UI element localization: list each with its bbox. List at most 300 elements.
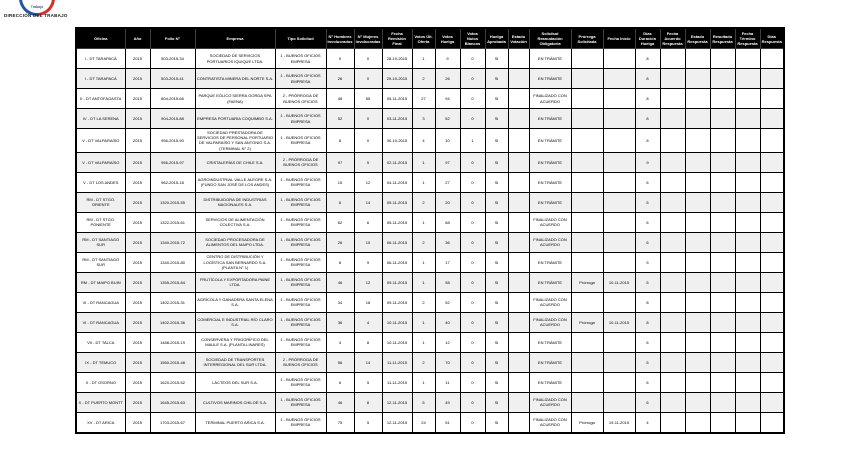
table-cell: 904-2015-88	[150, 109, 195, 129]
table-row	[76, 129, 784, 153]
table-cell	[603, 89, 635, 109]
table-cell	[710, 152, 735, 172]
table-cell: 1 - BUENOS OFICIOS EMPRESA	[275, 69, 326, 89]
table-cell: XV - DT ARICA	[76, 412, 125, 433]
table-cell: 27	[412, 89, 435, 109]
table-cell: 1	[412, 252, 435, 272]
table-cell: I - DT TARAPACÁ	[76, 49, 125, 69]
table-cell	[571, 292, 603, 312]
table-cell: 8	[354, 392, 382, 412]
table-cell: 19-11-2015	[603, 412, 635, 433]
table-cell: 8	[635, 49, 660, 69]
table-cell: 1560-2015-48	[150, 352, 195, 372]
table-cell: 1 - BUENOS OFICIOS EMPRESA	[275, 49, 326, 69]
table-cell: Si	[485, 412, 508, 433]
table-cell	[710, 292, 735, 312]
table-cell	[603, 172, 635, 192]
table-cell	[603, 192, 635, 212]
table-cell	[735, 212, 760, 232]
column-header-14: Solicitud Reanudación Obligatoria	[529, 28, 571, 49]
table-cell	[508, 332, 529, 352]
table-cell	[508, 232, 529, 252]
table-cell: PARQUE EÓLICO SIERRA GORDA SPA (FAENA)	[195, 89, 275, 109]
table-cell	[685, 352, 710, 372]
table-cell: Si	[485, 89, 508, 109]
table-cell	[760, 332, 784, 352]
table-cell: 05-11-2015	[382, 192, 412, 212]
table-cell: EN TRÁMITE	[529, 332, 571, 352]
table-cell: 1 - BUENOS OFICIOS EMPRESA	[275, 252, 326, 272]
table-cell: Si	[485, 232, 508, 252]
table-cell	[735, 372, 760, 392]
table-cell	[685, 292, 710, 312]
table-cell: 52	[435, 292, 460, 312]
table-cell	[685, 212, 710, 232]
table-cell: 6	[326, 372, 354, 392]
table-header	[76, 28, 784, 49]
table-cell: 1322-2015-61	[150, 212, 195, 232]
table-cell	[760, 212, 784, 232]
table-cell	[735, 292, 760, 312]
table-cell	[710, 89, 735, 109]
table-cell: 18	[354, 292, 382, 312]
table-cell: 0	[460, 212, 485, 232]
table-cell: 36	[326, 312, 354, 332]
table-cell: 10-11-2015	[603, 272, 635, 292]
table-cell	[685, 272, 710, 292]
table-cell: 2 - PRÓRROGA DE BUENOS OFICIOS	[275, 352, 326, 372]
table-cell	[603, 152, 635, 172]
table-cell: Prórroga	[571, 272, 603, 292]
table-cell: 04-11-2015	[382, 172, 412, 192]
table-cell: FINALIZADO CON ACUERDO	[529, 212, 571, 232]
table-cell	[660, 332, 685, 352]
table-cell	[508, 312, 529, 332]
table-cell: 94	[435, 89, 460, 109]
table-cell: 6	[635, 372, 660, 392]
table-cell: Si	[485, 252, 508, 272]
table-cell: 26	[326, 69, 354, 89]
table-cell: 68	[435, 212, 460, 232]
table-cell: 02-11-2015	[382, 152, 412, 172]
table-cell: Si	[485, 352, 508, 372]
table-cell: 0	[460, 372, 485, 392]
table-row	[76, 232, 784, 252]
table-cell: FINALIZADO CON ACUERDO	[529, 89, 571, 109]
table-cell: 4	[412, 129, 435, 153]
table-row	[76, 352, 784, 372]
table-cell: 1645-2015-63	[150, 392, 195, 412]
table-cell: 5	[354, 372, 382, 392]
table-cell: 0	[460, 89, 485, 109]
table-cell: 2015	[125, 109, 150, 129]
table-cell: 2015	[125, 69, 150, 89]
table-cell: 0	[460, 312, 485, 332]
table-cell: 97	[435, 152, 460, 172]
table-cell: CULTIVOS MARINOS CHILOÉ S.A.	[195, 392, 275, 412]
table-cell: 06-11-2015	[382, 252, 412, 272]
table-row	[76, 372, 784, 392]
table-cell: 1355-2015-84	[150, 272, 195, 292]
table-cell: SOCIEDAD DE TRANSPORTES INTERREGIONAL DEL SUR LTDA.	[195, 352, 275, 372]
table-cell: 1	[460, 129, 485, 153]
table-cell	[710, 69, 735, 89]
table-cell: 956-2015-90	[150, 129, 195, 153]
table-cell: Si	[485, 312, 508, 332]
table-cell: FRUTÍCOLA Y EXPORTADORA PAINE LTDA.	[195, 272, 275, 292]
table-cell: 1	[412, 312, 435, 332]
table-cell: 15	[326, 172, 354, 192]
table-cell	[685, 129, 710, 153]
column-header-2: Año	[125, 28, 150, 49]
table-cell: 4	[635, 412, 660, 433]
table-cell: 956-2015-97	[150, 152, 195, 172]
table-cell	[710, 49, 735, 69]
table-cell: 1340-2015-80	[150, 252, 195, 272]
table-row	[76, 312, 784, 332]
table-cell: 10-11-2015	[382, 332, 412, 352]
table-cell	[760, 232, 784, 252]
column-header-12: Huelga Aprobada	[485, 28, 508, 49]
table-cell	[760, 49, 784, 69]
table-cell: V - DT LOS ANDES	[76, 172, 125, 192]
table-cell: 8	[635, 69, 660, 89]
table-cell: V - DT VALPARAÍSO	[76, 129, 125, 153]
column-header-22: Días Respuesta	[760, 28, 784, 49]
table-cell: 503-2015-34	[150, 49, 195, 69]
table-cell: 5	[412, 392, 435, 412]
table-cell	[735, 129, 760, 153]
table-cell	[508, 352, 529, 372]
table-cell: 0	[460, 352, 485, 372]
table-cell: 6	[635, 172, 660, 192]
table-cell: 12	[354, 272, 382, 292]
table-cell: 24	[412, 412, 435, 433]
table-cell	[660, 152, 685, 172]
table-cell: 5	[354, 412, 382, 433]
table-cell: 2015	[125, 372, 150, 392]
table-cell: Si	[485, 372, 508, 392]
table-cell: 1 - BUENOS OFICIOS EMPRESA	[275, 192, 326, 212]
table-cell	[735, 89, 760, 109]
table-cell: 05-11-2015	[382, 212, 412, 232]
table-cell: AGROINDUSTRIAL VALLE ALEGRE S.A. (FUNDO SAN JOSÉ DE LOS ANDES)	[195, 172, 275, 192]
column-header-4: Empresa	[195, 28, 275, 49]
table-cell	[660, 312, 685, 332]
table-cell: 1620-2015-52	[150, 372, 195, 392]
table-cell: 56	[326, 352, 354, 372]
column-header-21: Fecha Término Respuesta	[735, 28, 760, 49]
table-cell: 2	[412, 352, 435, 372]
table-cell: 0	[460, 192, 485, 212]
table-cell	[710, 412, 735, 433]
table-cell: CONTRATISTA MINERA DEL NORTE S.A.	[195, 69, 275, 89]
table-cell: 5	[635, 352, 660, 372]
table-cell	[603, 109, 635, 129]
table-cell	[685, 232, 710, 252]
table-cell	[710, 232, 735, 252]
table-cell	[760, 192, 784, 212]
table-cell	[571, 252, 603, 272]
table-cell	[508, 129, 529, 153]
table-cell: Si	[485, 332, 508, 352]
table-cell: IV - DT LA SERENA	[76, 109, 125, 129]
table-cell: FINALIZADO CON ACUERDO	[529, 292, 571, 312]
table-cell	[735, 192, 760, 212]
table-cell	[710, 109, 735, 129]
table-cell	[508, 49, 529, 69]
table-cell: 1	[412, 272, 435, 292]
table-cell	[508, 292, 529, 312]
table-cell: FINALIZADO CON ACUERDO	[529, 412, 571, 433]
table-cell	[660, 352, 685, 372]
table-cell	[571, 109, 603, 129]
table-cell	[660, 232, 685, 252]
table-cell: 51	[435, 412, 460, 433]
table-cell: 8	[326, 129, 354, 153]
table-cell: EN TRÁMITE	[529, 372, 571, 392]
table-container	[75, 27, 785, 434]
table-cell: II - DT ANTOFAGASTA	[76, 89, 125, 109]
table-cell	[508, 372, 529, 392]
column-header-11: Votos Nulos Blancos	[460, 28, 485, 49]
table-row	[76, 152, 784, 172]
table-cell	[685, 192, 710, 212]
table-cell: 58	[435, 272, 460, 292]
table-cell: Si	[485, 129, 508, 153]
table-cell	[660, 49, 685, 69]
table-cell: CRISTALERÍAS DE CHILE S.A.	[195, 152, 275, 172]
table-cell	[571, 49, 603, 69]
table-cell	[760, 272, 784, 292]
table-cell	[760, 152, 784, 172]
table-cell: 12	[354, 172, 382, 192]
table-cell: 12-11-2015	[382, 412, 412, 433]
table-cell: 2015	[125, 392, 150, 412]
table-cell	[760, 392, 784, 412]
logo-inner-circle	[22, 0, 52, 13]
table-cell: 8	[326, 252, 354, 272]
table-row	[76, 392, 784, 412]
column-header-16: Fecha Inicio	[603, 28, 635, 49]
table-cell: 46	[326, 272, 354, 292]
table-cell	[508, 252, 529, 272]
agency-title: DIRECCIÓN DEL TRABAJO	[4, 13, 68, 18]
table-row	[76, 89, 784, 109]
table-cell: 1	[412, 152, 435, 172]
table-cell: 11-11-2015	[382, 372, 412, 392]
table-cell: 9	[435, 49, 460, 69]
table-cell: 0	[354, 49, 382, 69]
table-cell: 804-2015-66	[150, 89, 195, 109]
column-header-1: Oficina	[76, 28, 125, 49]
table-cell	[660, 192, 685, 212]
table-cell	[571, 212, 603, 232]
table-cell	[660, 109, 685, 129]
table-cell	[660, 89, 685, 109]
table-cell: Si	[485, 272, 508, 292]
table-cell: 62	[326, 212, 354, 232]
table-cell: 5	[635, 272, 660, 292]
table-cell	[760, 172, 784, 192]
table-cell: Si	[485, 69, 508, 89]
table-row	[76, 292, 784, 312]
table-cell	[571, 152, 603, 172]
table-cell: EN TRÁMITE	[529, 152, 571, 172]
table-cell	[660, 129, 685, 153]
table-cell: 2	[412, 292, 435, 312]
table-cell: SOCIEDAD PROCESADORA DE ALIMENTOS DEL MAIPO LTDA.	[195, 232, 275, 252]
table-cell: 2015	[125, 49, 150, 69]
table-cell: EN TRÁMITE	[529, 352, 571, 372]
table-cell: EN TRÁMITE	[529, 192, 571, 212]
table-cell: 8	[635, 129, 660, 153]
table-cell	[735, 352, 760, 372]
table-cell: 962-2015-18	[150, 172, 195, 192]
table-cell	[508, 172, 529, 192]
table-cell: 17	[435, 252, 460, 272]
table-cell: 1340-2015-72	[150, 232, 195, 252]
table-cell: 70	[435, 352, 460, 372]
table-cell	[660, 272, 685, 292]
table-cell	[571, 172, 603, 192]
table-cell: Prórroga	[571, 312, 603, 332]
table-cell: 6	[635, 212, 660, 232]
table-cell: VI - DT RANCAGUA	[76, 292, 125, 312]
table-cell: 9	[635, 152, 660, 172]
table-cell: 9	[326, 49, 354, 69]
table-cell: 2015	[125, 212, 150, 232]
table-cell: 55	[354, 89, 382, 109]
table-cell: 29-10-2015	[382, 69, 412, 89]
table-cell: 10	[354, 232, 382, 252]
column-header-6: N° Hombres Involucrados	[326, 28, 354, 49]
table-cell	[571, 372, 603, 392]
table-cell: 1 - BUENOS OFICIOS EMPRESA	[275, 392, 326, 412]
table-cell: RM - DT SANTIAGO SUR	[76, 252, 125, 272]
table-cell: 12-11-2015	[382, 392, 412, 412]
table-row	[76, 212, 784, 232]
table-cell	[735, 412, 760, 433]
table-cell: LÁCTEOS DEL SUR S.A.	[195, 372, 275, 392]
table-cell: TERMINAL PUERTO ARICA S.A.	[195, 412, 275, 433]
table-cell: 6	[635, 232, 660, 252]
table-cell	[508, 192, 529, 212]
table-cell: 8	[635, 292, 660, 312]
table-cell: EN TRÁMITE	[529, 272, 571, 292]
table-cell: 1402-2015-36	[150, 312, 195, 332]
table-cell	[603, 49, 635, 69]
table-cell: 10-11-2015	[382, 312, 412, 332]
table-body	[76, 49, 784, 433]
table-cell	[735, 232, 760, 252]
table-cell: EN TRÁMITE	[529, 172, 571, 192]
table-cell: FINALIZADO CON ACUERDO	[529, 232, 571, 252]
table-cell: 1402-2015-31	[150, 292, 195, 312]
table-cell	[735, 392, 760, 412]
table-cell	[760, 412, 784, 433]
table-cell: 0	[460, 412, 485, 433]
table-cell	[710, 352, 735, 372]
table-cell: 2015	[125, 272, 150, 292]
table-cell: 0	[460, 272, 485, 292]
column-header-9: Votos Últ. Oferta	[412, 28, 435, 49]
table-cell: 1	[412, 332, 435, 352]
table-cell: 75	[326, 412, 354, 433]
table-cell	[508, 392, 529, 412]
table-cell	[735, 332, 760, 352]
table-cell: Si	[485, 292, 508, 312]
table-cell: 27	[435, 172, 460, 192]
table-cell	[760, 129, 784, 153]
table-cell: 0	[460, 49, 485, 69]
table-cell	[603, 352, 635, 372]
table-cell: 2015	[125, 292, 150, 312]
table-cell: 8	[635, 89, 660, 109]
table-cell: 2 - PRÓRROGA DE BUENOS OFICIOS	[275, 152, 326, 172]
table-cell: Si	[485, 172, 508, 192]
table-cell: 03-11-2015	[382, 109, 412, 129]
table-cell	[735, 272, 760, 292]
table-row	[76, 109, 784, 129]
header-row	[76, 28, 784, 49]
table-cell: 1 - BUENOS OFICIOS EMPRESA	[275, 109, 326, 129]
table-cell	[735, 69, 760, 89]
table-cell: 49	[435, 392, 460, 412]
table-cell: 52	[326, 109, 354, 129]
table-cell: EN TRÁMITE	[529, 129, 571, 153]
table-cell: 0	[460, 332, 485, 352]
table-cell: DISTRIBUIDORA DE INDUSTRIAS NACIONALES S.A.	[195, 192, 275, 212]
table-cell: 4	[354, 312, 382, 332]
table-row	[76, 172, 784, 192]
table-cell	[710, 372, 735, 392]
table-cell	[685, 332, 710, 352]
table-cell: VII - DT TALCA	[76, 332, 125, 352]
table-cell	[710, 192, 735, 212]
table-cell: 2015	[125, 252, 150, 272]
table-row	[76, 192, 784, 212]
table-cell: 0	[460, 252, 485, 272]
table-cell	[760, 252, 784, 272]
table-cell: 1 - BUENOS OFICIOS EMPRESA	[275, 129, 326, 153]
table-cell	[571, 352, 603, 372]
table-cell	[685, 412, 710, 433]
table-cell: 2015	[125, 312, 150, 332]
table-cell: SERVICIOS DE ALIMENTACIÓN COLECTIVA S.A.	[195, 212, 275, 232]
table-cell: Si	[485, 392, 508, 412]
table-row	[76, 332, 784, 352]
table-cell: 0	[460, 172, 485, 192]
table-cell	[660, 412, 685, 433]
table-cell: 2 - PRÓRROGA DE BUENOS OFICIOS	[275, 89, 326, 109]
table-cell	[710, 252, 735, 272]
table-cell	[660, 252, 685, 272]
table-cell: 26	[435, 69, 460, 89]
table-cell: 30-10-2015	[382, 129, 412, 153]
table-row	[76, 412, 784, 433]
table-cell: 14	[354, 352, 382, 372]
table-cell	[760, 89, 784, 109]
table-cell	[710, 272, 735, 292]
table-cell	[735, 172, 760, 192]
column-header-10: Votos Huelga	[435, 28, 460, 49]
table-cell: CONSERVERA Y FRIGORÍFICO DEL MAULE S.A. (PLANTA LINARES)	[195, 332, 275, 352]
table-cell: 2015	[125, 129, 150, 153]
table-cell: 40	[435, 312, 460, 332]
table-cell	[735, 312, 760, 332]
table-cell: RM - DT STGO. PONIENTE	[76, 212, 125, 232]
